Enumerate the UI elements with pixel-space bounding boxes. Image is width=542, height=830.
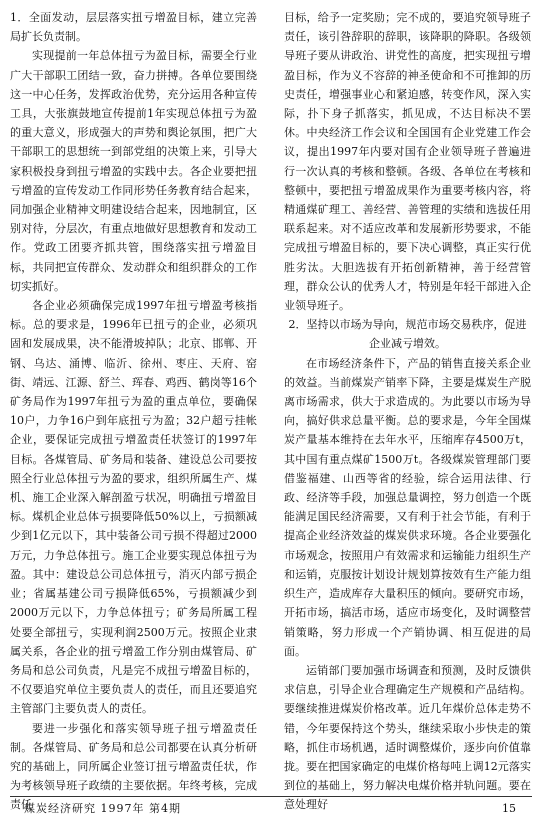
footer-divider [10,796,532,797]
page-number: 15 [502,802,516,815]
paragraph: 实现提前一年总体扭亏为盈目标，需要全行业广大干部职工团结一致，奋力拼搏。各单位要围绕这一中心任务，发挥政治优势，充分运用各种宣传工具，大张旗鼓地宣传提前1年实现总体扭亏为盈的重大意义，形成强大的声势和舆论氛围，把广大干部职工的思想统一到部党组的决策上来，引导大家积极投身到扭亏增盈的实践中去。各企业要把扭亏增盈的宣传发动工作同形势任务教育结合起来，同加强企业精神文明建设结合起来，因地制宜，区别对待，分层次，有重点地做好思想教育和发动工作。党政工团要齐抓共管，围绕落实扭亏增盈目标，共同把宣传群众、发动群众和组织群众的工作切实抓好。 [10,49,257,293]
paragraph: 运销部门要加强市场调查和预测，及时反馈供求信息，引导企业合理确定生产规模和产品结构。要继续推进煤炭价格改革。近几年煤价总体走势不错，今年要保持这个势头，继续采取小步快走的策略，抓住市场机遇，适时调整煤价，逐步向价值靠拢。要在把国家确定的电煤价格每吨上调12元落实到位的基础上，努力解决电煤价格并轨问题。要在意处理好 [284,663,531,812]
page-footer [10,800,532,818]
journal-issue-label: 煤炭经济研究 1997年 第4期 [24,802,181,815]
paragraph-continued: 目标，给予一定奖励；完不成的，要追究领导班子责任，该引咎辞职的辞职，该降职的降职。各级领导班子要从讲政治、讲党性的高度，把实现扭亏增盈目标，作为义不容辞的神圣使命和不可推卸的历史责任，增强事业心和紧迫感，转变作风，深入实际，扑下身子抓落实，抓见成，不达目标决不罢休。中央经济工作会议和全国国有企业党建工作会议，提出1997年内要对国有企业领导班子普遍进行一次认真的考核和整顿。各级、各单位在考核和整顿中，要把扭亏增盈成果作为重要考核内容，将精通煤矿理工、善经营、善管理的实绩和选拔任用联系起来。对不适应改革和发展新形势要求，不能完成扭亏增盈目标的，要下决心调整，真正实行优胜劣汰。大胆选拔有开拓创新精神，善于经营管理，群众公认的优秀人才，特别是年轻干部进入企业领导班子。 [284,11,531,313]
right-text-column [284,8,531,815]
paragraph: 各企业必须确保完成1997年扭亏增盈考核指标。总的要求是，1996年已扭亏的企业，必须巩固和发展成果，决不能滑坡掉队；北京、邯郸、开钢、乌达、涌博、临沂、徐州、枣庄、天府、窑街、靖远、江源、舒兰、珲春、鸡西、鹤岗等16个矿务局作为1997年扭亏为盈的重点单位，要确保10户，力争16户到年底扭亏为盈；32户超亏挂帐企业，要保证完成扭亏增盈责任状签订的1997年目标。各煤管局、矿务局和装备、建设总公司要按照全行业总体扭亏为盈的要求，组织所属生产、煤机、施工企业深入解剖盈亏状况，明确扭亏增盈目标。煤机企业总体亏损要降低50%以上，亏损额减少到1亿元以下，其中装备公司亏损不得超过2000万元，力争总体扭亏。施工企业要实现总体扭亏为盈。其中：建设总公司总体扭亏，消灭内部亏损企业；省属基建公司亏损降低65%，亏损额减少到2000万元以下，力争总体扭亏；矿务局所属工程处要全部扭亏，实现利润2500万元。按照企业隶属关系，各企业的扭亏增盈工作分别由煤管局、矿务局和总公司负责，凡是完不成扭亏增盈目标的，不仅要追究单位主要负责人的责任，而且还要追究主管部门主要负责人的责任。 [10,299,257,716]
paragraph: 在市场经济条件下，产品的销售直接关系企业的效益。当前煤炭产销率下降，主要是煤炭生产脱离市场需求，供大于求造成的。为此要以市场为导向，搞好供求总量平衡。总的要求是，今年全国煤炭产量基本维持在去年水平，压缩库存4500万t，其中国有重点煤矿1500万t。各级煤炭管理部门要借鉴福建、山西等省的经验，综合运用法律、行政、经济等手段，加强总量调控，努力创造一个既能满足国民经济需要，又有利于社会节能，有利于提高企业经济效益的煤炭供求环境。各企业要强化市场观念，按照用户有效需求和运输能力组织生产和运销，克服按计划设计规划算按效有生产能力组织生产，造成库存大量积压的倾向。要研究市场，开拓市场，搞活市场，适应市场变化，及时调整营销策略，努力形成一个产销协调、相互促进的局面。 [284,356,531,658]
paragraph: 要进一步强化和落实领导班子扭亏增盈责任制。各煤管局、矿务局和总公司都要在认真分析研究的基础上，同所属企业签订扭亏增盈责任状，作为考核领导班子政绩的主要依据。年终考核，完成责任 [10,721,257,812]
section-heading-1: 1．全面发动，层层落实扭亏增盈目标，建立完善局扩长负责制。 [10,11,257,44]
left-text-column [10,8,257,815]
section-heading-2: 2．坚持以市场为导向，规范市场交易秩序，促进企业减亏增效。 [288,318,527,351]
